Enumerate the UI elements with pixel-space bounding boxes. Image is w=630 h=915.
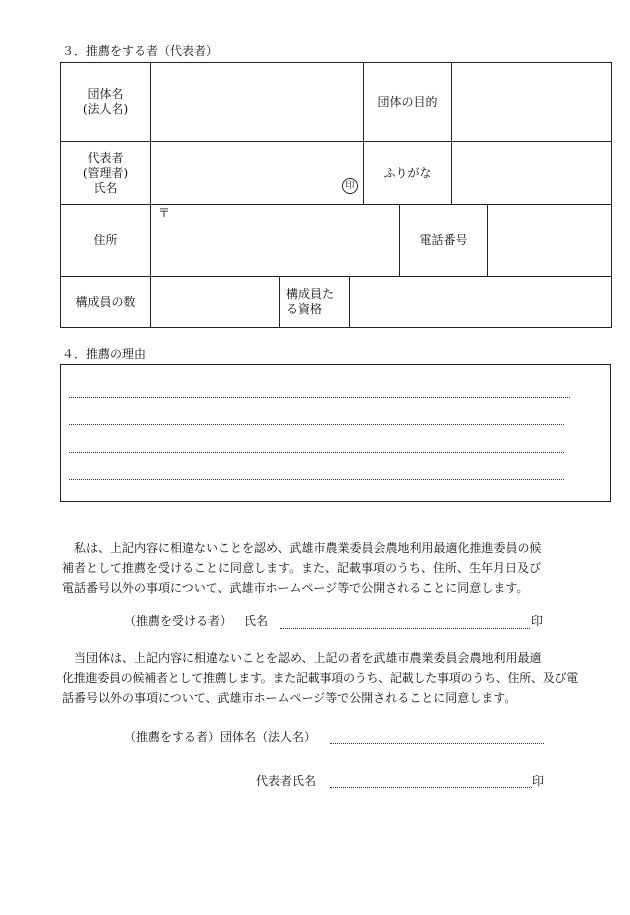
furigana-label: ふりがな (383, 165, 432, 180)
reason-line (69, 452, 564, 453)
consent-para2-line1: 当団体は、上記内容に相違ないことを認め、上記の者を武雄市農業委員会農地利用最適 (74, 651, 542, 665)
address-label: 住所 (93, 233, 118, 247)
consent-para1-line3: 電話番号以外の事項について、武雄市ホームページ等で公開されることに同意します。 (62, 581, 529, 595)
member-qual-field[interactable] (350, 277, 611, 327)
consent-para2-line2: 化推進委員の候補者として推薦します。また記載事項のうち、記載した事項のうち、住所、及び電 (62, 671, 579, 685)
reason-line (69, 397, 570, 398)
org-name-label-line1: 団体名 (87, 87, 124, 101)
member-qual-label-line2: る資格 (286, 302, 323, 316)
recommender-label: （推薦をする者）団体名（法人名） (124, 730, 317, 744)
table-border-bottom (60, 327, 612, 328)
recommender-org-line[interactable] (330, 743, 544, 744)
furigana-field[interactable] (452, 142, 611, 204)
org-name-label-line2: (法人名) (82, 102, 129, 116)
recommender-form-table (60, 62, 612, 328)
org-name-label (61, 63, 150, 141)
member-qual-label-line1: 構成員た (286, 287, 335, 301)
member-count-label: 構成員の数 (75, 294, 136, 309)
recipient-name-label: 氏名 (244, 614, 269, 628)
consent-para1-line1: 私は、上記内容に相違ないことを認め、武雄市農業委員会農地利用最適化推進委員の候 (74, 541, 542, 555)
phone-label: 電話番号 (419, 233, 468, 247)
rep-name-line[interactable] (330, 787, 532, 788)
org-name-field[interactable] (151, 63, 363, 141)
section3-heading: ３．推薦をする者（代表者） (62, 44, 219, 58)
org-purpose-field[interactable] (452, 63, 611, 141)
rep-name-label-bottom: 代表者氏名 (256, 774, 317, 788)
postal-mark: 〒 (158, 206, 171, 220)
org-purpose-label: 団体の目的 (377, 94, 438, 109)
column-divider (279, 276, 280, 328)
rep-name-field[interactable] (151, 142, 363, 204)
rep-label-line3: 氏名 (93, 180, 118, 195)
member-qual-label (286, 277, 349, 327)
address-field[interactable] (151, 205, 399, 276)
recipient-seal: 印 (531, 614, 544, 628)
rep-label-line2: (管理者) (82, 165, 129, 180)
member-count-field[interactable] (151, 277, 279, 327)
consent-para2-line3: 話番号以外の事項について、武雄市ホームページ等で公開されることに同意します。 (62, 691, 517, 705)
seal-mark: 印 (342, 178, 358, 194)
rep-name-label (61, 142, 150, 204)
reason-box[interactable] (60, 364, 611, 502)
reason-line (69, 479, 564, 480)
consent-para1-line2: 補者として推薦を受けることに同意します。また、記載事項のうち、住所、生年月日及び (62, 561, 542, 575)
rep-label-line1: 代表者 (87, 150, 124, 165)
recipient-label: （推薦を受ける者） (124, 614, 233, 628)
recipient-name-line[interactable] (280, 628, 530, 629)
reason-line (69, 424, 564, 425)
phone-field[interactable] (488, 205, 611, 276)
section4-heading: ４．推薦の理由 (62, 347, 147, 361)
table-border-right (611, 62, 612, 328)
rep-seal: 印 (532, 774, 545, 788)
